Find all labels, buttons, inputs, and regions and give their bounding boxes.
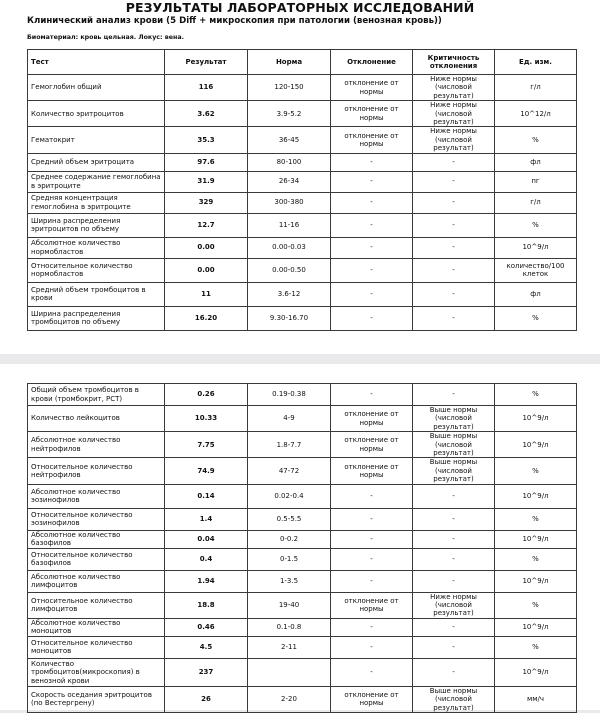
cell-test: Гемоглобин общий [28, 75, 165, 101]
table-row [28, 213, 577, 237]
cell-result: 18.8 [165, 592, 248, 618]
cell-unit: % [495, 508, 577, 530]
cell-deviation: - [331, 618, 413, 636]
cell-norm: 3.9-5.2 [248, 101, 331, 127]
results-table-page-1 [27, 49, 577, 331]
cell-test: Скорость оседания эритроцитов (по Вестергрену) [28, 686, 165, 712]
cell-criticality: - [413, 213, 495, 237]
biomaterial-line: Биоматериал: кровь цельная. Локус: вена. [27, 34, 184, 41]
cell-unit: мм/ч [495, 686, 577, 712]
table-row [28, 258, 577, 282]
table-row [28, 406, 577, 432]
table-row [28, 237, 577, 258]
cell-criticality: Ниже нормы (числовой результат) [413, 75, 495, 101]
cell-result: 31.9 [165, 171, 248, 192]
table-row [28, 548, 577, 570]
cell-criticality: - [413, 282, 495, 306]
analysis-subtitle: Клинический анализ крови (5 Diff + микроскопия при патологии (венозная кровь)) [27, 16, 442, 26]
cell-criticality: Выше нормы (числовой результат) [413, 686, 495, 712]
cell-norm: 19-40 [248, 592, 331, 618]
cell-result: 7.75 [165, 432, 248, 458]
cell-unit: фл [495, 153, 577, 171]
header-test: Тест [28, 50, 165, 75]
cell-criticality: - [413, 306, 495, 330]
cell-deviation: отклонение от нормы [331, 406, 413, 432]
cell-result: 0.00 [165, 258, 248, 282]
cell-result: 3.62 [165, 101, 248, 127]
cell-unit: % [495, 384, 577, 406]
cell-result: 0.4 [165, 548, 248, 570]
header-norm: Норма [248, 50, 331, 75]
cell-unit: 10^9/л [495, 406, 577, 432]
cell-test: Абсолютное количество нормобластов [28, 237, 165, 258]
table-row [28, 530, 577, 548]
cell-criticality: - [413, 484, 495, 508]
header-deviation: Отклонение [331, 50, 413, 75]
cell-result: 11 [165, 282, 248, 306]
header-result: Результат [165, 50, 248, 75]
cell-test: Относительное количество лимфоцитов [28, 592, 165, 618]
cell-test: Абсолютное количество базофилов [28, 530, 165, 548]
cell-deviation: - [331, 570, 413, 592]
cell-deviation: отклонение от нормы [331, 686, 413, 712]
cell-norm: 4-9 [248, 406, 331, 432]
cell-deviation: отклонение от нормы [331, 458, 413, 484]
cell-deviation: - [331, 508, 413, 530]
cell-norm: 1-3.5 [248, 570, 331, 592]
cell-test: Среднее содержание гемоглобина в эритроците [28, 171, 165, 192]
cell-criticality: - [413, 237, 495, 258]
cell-unit: % [495, 636, 577, 658]
table-row [28, 75, 577, 101]
cell-criticality: - [413, 153, 495, 171]
cell-norm: 300-380 [248, 192, 331, 213]
cell-unit: 10^12/л [495, 101, 577, 127]
cell-deviation: - [331, 530, 413, 548]
cell-norm: 9.30-16.70 [248, 306, 331, 330]
cell-test: Относительное количество нейтрофилов [28, 458, 165, 484]
cell-norm: 2-20 [248, 686, 331, 712]
cell-test: Общий объем тромбоцитов в крови (тромбокрит, PCT) [28, 384, 165, 406]
cell-deviation: отклонение от нормы [331, 432, 413, 458]
table-row [28, 306, 577, 330]
cell-result: 35.3 [165, 127, 248, 153]
table-row [28, 636, 577, 658]
cell-criticality: Выше нормы (числовой результат) [413, 458, 495, 484]
cell-result: 16.20 [165, 306, 248, 330]
cell-result: 0.26 [165, 384, 248, 406]
cell-unit: фл [495, 282, 577, 306]
cell-test: Абсолютное количество нейтрофилов [28, 432, 165, 458]
cell-unit: пг [495, 171, 577, 192]
cell-criticality: - [413, 171, 495, 192]
cell-result: 0.14 [165, 484, 248, 508]
cell-deviation: - [331, 171, 413, 192]
cell-unit: % [495, 592, 577, 618]
table-row [28, 686, 577, 712]
table-row [28, 570, 577, 592]
cell-deviation: - [331, 658, 413, 686]
cell-test: Гематокрит [28, 127, 165, 153]
cell-norm: 0.02-0.4 [248, 484, 331, 508]
cell-norm: 120-150 [248, 75, 331, 101]
cell-criticality: - [413, 508, 495, 530]
table-row [28, 153, 577, 171]
cell-unit: % [495, 213, 577, 237]
cell-unit: % [495, 127, 577, 153]
cell-norm: 0.19-0.38 [248, 384, 331, 406]
cell-criticality: - [413, 384, 495, 406]
cell-deviation: - [331, 384, 413, 406]
cell-result: 237 [165, 658, 248, 686]
cell-norm: 0.00-0.03 [248, 237, 331, 258]
cell-result: 1.4 [165, 508, 248, 530]
cell-norm: 3.6-12 [248, 282, 331, 306]
cell-deviation: - [331, 153, 413, 171]
cell-test: Количество эритроцитов [28, 101, 165, 127]
table-row [28, 592, 577, 618]
cell-test: Относительное количество базофилов [28, 548, 165, 570]
cell-norm: 47-72 [248, 458, 331, 484]
cell-criticality: - [413, 548, 495, 570]
cell-norm: 1.8-7.7 [248, 432, 331, 458]
cell-result: 12.7 [165, 213, 248, 237]
cell-unit: г/л [495, 75, 577, 101]
cell-test: Относительное количество моноцитов [28, 636, 165, 658]
table-row [28, 658, 577, 686]
cell-result: 1.94 [165, 570, 248, 592]
cell-deviation: - [331, 484, 413, 508]
cell-norm [248, 658, 331, 686]
cell-result: 26 [165, 686, 248, 712]
cell-test: Количество тромбоцитов(микроскопия) в венозной крови [28, 658, 165, 686]
cell-unit: 10^9/л [495, 432, 577, 458]
cell-criticality: - [413, 530, 495, 548]
cell-norm: 0-0.2 [248, 530, 331, 548]
cell-criticality: - [413, 192, 495, 213]
cell-criticality: - [413, 258, 495, 282]
cell-unit: 10^9/л [495, 484, 577, 508]
cell-unit: 10^9/л [495, 237, 577, 258]
cell-result: 329 [165, 192, 248, 213]
cell-deviation: - [331, 282, 413, 306]
cell-result: 97.6 [165, 153, 248, 171]
table-row [28, 192, 577, 213]
cell-unit: 10^9/л [495, 530, 577, 548]
table-row [28, 282, 577, 306]
cell-deviation: отклонение от нормы [331, 127, 413, 153]
cell-test: Ширина распределения эритроцитов по объему [28, 213, 165, 237]
table-row [28, 127, 577, 153]
report-page-1 [0, 0, 600, 354]
table-row [28, 432, 577, 458]
cell-norm: 36-45 [248, 127, 331, 153]
cell-deviation: - [331, 237, 413, 258]
cell-test: Количество лейкоцитов [28, 406, 165, 432]
cell-criticality: Ниже нормы (числовой результат) [413, 592, 495, 618]
table-row [28, 384, 577, 406]
header-criticality: Критичность отклонения [413, 50, 495, 75]
cell-deviation: - [331, 306, 413, 330]
cell-test: Абсолютное количество моноцитов [28, 618, 165, 636]
cell-result: 0.00 [165, 237, 248, 258]
cell-norm: 0.1-0.8 [248, 618, 331, 636]
report-title: РЕЗУЛЬТАТЫ ЛАБОРАТОРНЫХ ИССЛЕДОВАНИЙ [125, 0, 475, 15]
cell-norm: 11-16 [248, 213, 331, 237]
cell-unit: % [495, 548, 577, 570]
cell-test: Относительное количество эозинофилов [28, 508, 165, 530]
cell-criticality: Ниже нормы (числовой результат) [413, 101, 495, 127]
cell-unit: количество/100 клеток [495, 258, 577, 282]
cell-test: Средний объем тромбоцитов в крови [28, 282, 165, 306]
cell-criticality: - [413, 618, 495, 636]
table-row [28, 508, 577, 530]
table-row [28, 101, 577, 127]
cell-test: Относительное количество нормобластов [28, 258, 165, 282]
cell-deviation: отклонение от нормы [331, 101, 413, 127]
table-row [28, 484, 577, 508]
cell-test: Ширина распределения тромбоцитов по объему [28, 306, 165, 330]
cell-test: Средняя концентрация гемоглобина в эритроците [28, 192, 165, 213]
cell-criticality: - [413, 658, 495, 686]
cell-unit: 10^9/л [495, 618, 577, 636]
cell-test: Абсолютное количество эозинофилов [28, 484, 165, 508]
cell-deviation: - [331, 213, 413, 237]
cell-deviation: - [331, 192, 413, 213]
results-table-page-2 [27, 383, 577, 713]
cell-deviation: - [331, 636, 413, 658]
table-row [28, 618, 577, 636]
cell-result: 10.33 [165, 406, 248, 432]
table-row [28, 458, 577, 484]
cell-test: Абсолютное количество лимфоцитов [28, 570, 165, 592]
cell-test: Средний объем эритроцита [28, 153, 165, 171]
cell-norm: 0.5-5.5 [248, 508, 331, 530]
cell-unit: 10^9/л [495, 570, 577, 592]
cell-unit: % [495, 458, 577, 484]
cell-unit: % [495, 306, 577, 330]
cell-result: 0.04 [165, 530, 248, 548]
cell-unit: г/л [495, 192, 577, 213]
cell-norm: 2-11 [248, 636, 331, 658]
cell-norm: 0.00-0.50 [248, 258, 331, 282]
cell-unit: 10^9/л [495, 658, 577, 686]
cell-criticality: Выше нормы (числовой результат) [413, 406, 495, 432]
cell-result: 116 [165, 75, 248, 101]
table-row [28, 171, 577, 192]
cell-norm: 0-1.5 [248, 548, 331, 570]
cell-deviation: отклонение от нормы [331, 75, 413, 101]
cell-norm: 80-100 [248, 153, 331, 171]
cell-criticality: - [413, 570, 495, 592]
cell-criticality: Ниже нормы (числовой результат) [413, 127, 495, 153]
cell-criticality: Выше нормы (числовой результат) [413, 432, 495, 458]
cell-deviation: - [331, 548, 413, 570]
cell-result: 74.9 [165, 458, 248, 484]
header-unit: Ед. изм. [495, 50, 577, 75]
report-page-2 [0, 364, 600, 710]
cell-criticality: - [413, 636, 495, 658]
cell-result: 0.46 [165, 618, 248, 636]
table-header-row [28, 50, 577, 75]
cell-deviation: - [331, 258, 413, 282]
cell-norm: 26-34 [248, 171, 331, 192]
cell-deviation: отклонение от нормы [331, 592, 413, 618]
cell-result: 4.5 [165, 636, 248, 658]
